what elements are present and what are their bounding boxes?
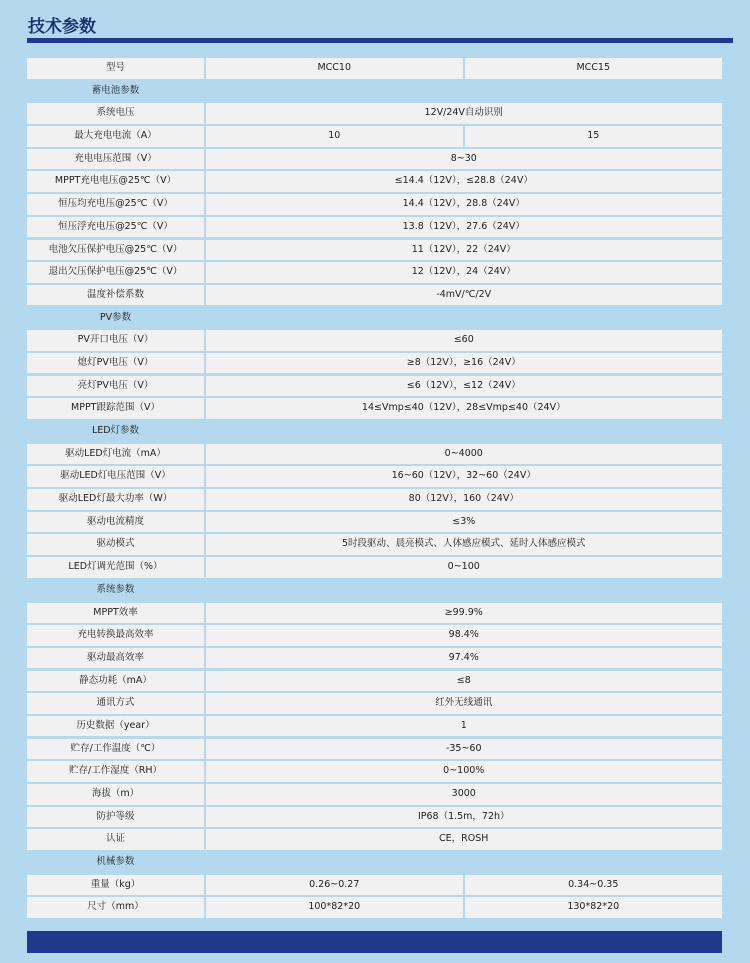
param-label: 退出欠压保护电压@25℃（V） [27, 262, 204, 283]
param-label: 驱动模式 [27, 534, 204, 555]
param-row [27, 352, 722, 375]
param-label: 海拔（m） [27, 784, 204, 805]
param-row [27, 624, 722, 647]
param-row [27, 125, 722, 148]
page-title: 技术参数 [28, 17, 96, 37]
section-row [27, 851, 722, 874]
param-row [27, 738, 722, 761]
model-mcc15-header: MCC15 [465, 58, 723, 79]
param-value: ≤60 [206, 330, 723, 351]
param-value: 14.4（12V），28.8（24V） [206, 194, 723, 215]
section-title: 机械参数 [96, 856, 135, 868]
param-row [27, 556, 722, 579]
param-value: 98.4% [206, 625, 723, 646]
param-value: 12V/24V自动识别 [206, 103, 723, 124]
param-row [27, 783, 722, 806]
param-value: 5时段驱动、晨亮模式、人体感应模式、延时人体感应模式 [206, 534, 723, 555]
param-label: 电池欠压保护电压@25℃（V） [27, 240, 204, 261]
param-row [27, 828, 722, 851]
param-value-mcc15: 130*82*20 [465, 897, 723, 918]
param-label: 静态功耗（mA） [27, 671, 204, 692]
param-row [27, 602, 722, 625]
param-row [27, 170, 722, 193]
param-value: 0~100% [206, 761, 723, 782]
param-label: MPPT效率 [27, 603, 204, 624]
param-value: 12（12V），24（24V） [206, 262, 723, 283]
section-row [27, 80, 722, 103]
param-row [27, 102, 722, 125]
param-label: 防护等级 [27, 807, 204, 828]
param-value: 14≤Vmp≤40（12V），28≤Vmp≤40（24V） [206, 398, 723, 419]
param-value: -4mV/℃/2V [206, 285, 723, 306]
footer-bar [27, 931, 722, 953]
param-label: LED灯调光范围（%） [27, 557, 204, 578]
param-label: 尺寸（mm） [27, 897, 204, 918]
header-label: 型号 [27, 58, 204, 79]
param-row [27, 874, 722, 897]
param-value: 80（12V），160（24V） [206, 489, 723, 510]
param-value: ≤6（12V），≤12（24V） [206, 376, 723, 397]
section-row [27, 307, 722, 330]
param-value: 11（12V），22（24V） [206, 240, 723, 261]
param-label: 历史数据（year） [27, 716, 204, 737]
param-row [27, 261, 722, 284]
param-row [27, 284, 722, 307]
param-label: 恒压均充电压@25℃（V） [27, 194, 204, 215]
param-value: 13.8（12V），27.6（24V） [206, 217, 723, 238]
param-label: 重量（kg） [27, 875, 204, 896]
param-value: IP68（1.5m，72h） [206, 807, 723, 828]
param-value: 0~100 [206, 557, 723, 578]
section-title: 蓄电池参数 [91, 84, 140, 96]
param-row [27, 692, 722, 715]
param-row [27, 511, 722, 534]
section-title: PV参数 [99, 311, 132, 323]
param-value-mcc10: 0.26~0.27 [206, 875, 464, 896]
param-value-mcc10: 10 [206, 126, 464, 147]
param-label: 驱动电流精度 [27, 512, 204, 533]
param-value: ≤3% [206, 512, 723, 533]
param-row [27, 443, 722, 466]
param-value: 红外无线通讯 [206, 693, 723, 714]
section-row [27, 579, 722, 602]
param-label: MPPT跟踪范围（V） [27, 398, 204, 419]
param-value-mcc15: 0.34~0.35 [465, 875, 723, 896]
param-value: -35~60 [206, 739, 723, 760]
param-label: 驱动最高效率 [27, 648, 204, 669]
param-row [27, 760, 722, 783]
param-label: 充电电压范围（V） [27, 149, 204, 170]
param-label: 熄灯PV电压（V） [27, 353, 204, 374]
param-value: 3000 [206, 784, 723, 805]
title-divider [27, 38, 733, 43]
param-row [27, 715, 722, 738]
section-title: LED灯参数 [91, 425, 140, 436]
param-value: 97.4% [206, 648, 723, 669]
param-value: ≥8（12V），≥16（24V） [206, 353, 723, 374]
param-row [27, 670, 722, 693]
param-label: PV开口电压（V） [27, 330, 204, 351]
param-value-mcc15: 15 [465, 126, 723, 147]
param-label: 亮灯PV电压（V） [27, 376, 204, 397]
param-value: CE，ROSH [206, 829, 723, 850]
param-row [27, 375, 722, 398]
param-row [27, 806, 722, 829]
section-title: 系统参数 [96, 583, 135, 595]
model-mcc10-header: MCC10 [206, 58, 464, 79]
section-row [27, 420, 722, 443]
param-label: 充电转换最高效率 [27, 625, 204, 646]
param-value: 0~4000 [206, 444, 723, 465]
param-label: 恒压浮充电压@25℃（V） [27, 217, 204, 238]
param-label: 贮存/工作湿度（RH） [27, 761, 204, 782]
param-row [27, 896, 722, 919]
header-row [27, 57, 722, 80]
param-value: 8~30 [206, 149, 723, 170]
param-row [27, 193, 722, 216]
param-label: 通讯方式 [27, 693, 204, 714]
param-label: 认证 [27, 829, 204, 850]
param-label: 驱动LED灯最大功率（W） [27, 489, 204, 510]
param-label: 驱动LED灯电流（mA） [27, 444, 204, 465]
param-label: 系统电压 [27, 103, 204, 124]
param-row [27, 488, 722, 511]
param-label: 最大充电电流（A） [27, 126, 204, 147]
param-label: MPPT充电电压@25℃（V） [27, 171, 204, 192]
param-value: 1 [206, 716, 723, 737]
param-row [27, 533, 722, 556]
param-value: ≤8 [206, 671, 723, 692]
param-row [27, 148, 722, 171]
param-value-mcc10: 100*82*20 [206, 897, 464, 918]
param-row [27, 647, 722, 670]
param-row [27, 397, 722, 420]
param-value: ≥99.9% [206, 603, 723, 624]
param-value: ≤14.4（12V），≤28.8（24V） [206, 171, 723, 192]
param-row [27, 216, 722, 239]
param-label: 驱动LED灯电压范围（V） [27, 466, 204, 487]
param-label: 温度补偿系数 [27, 285, 204, 306]
spec-table [27, 57, 722, 919]
param-row [27, 465, 722, 488]
param-label: 贮存/工作温度（℃） [27, 739, 204, 760]
param-value: 16~60（12V），32~60（24V） [206, 466, 723, 487]
param-row [27, 239, 722, 262]
param-row [27, 329, 722, 352]
